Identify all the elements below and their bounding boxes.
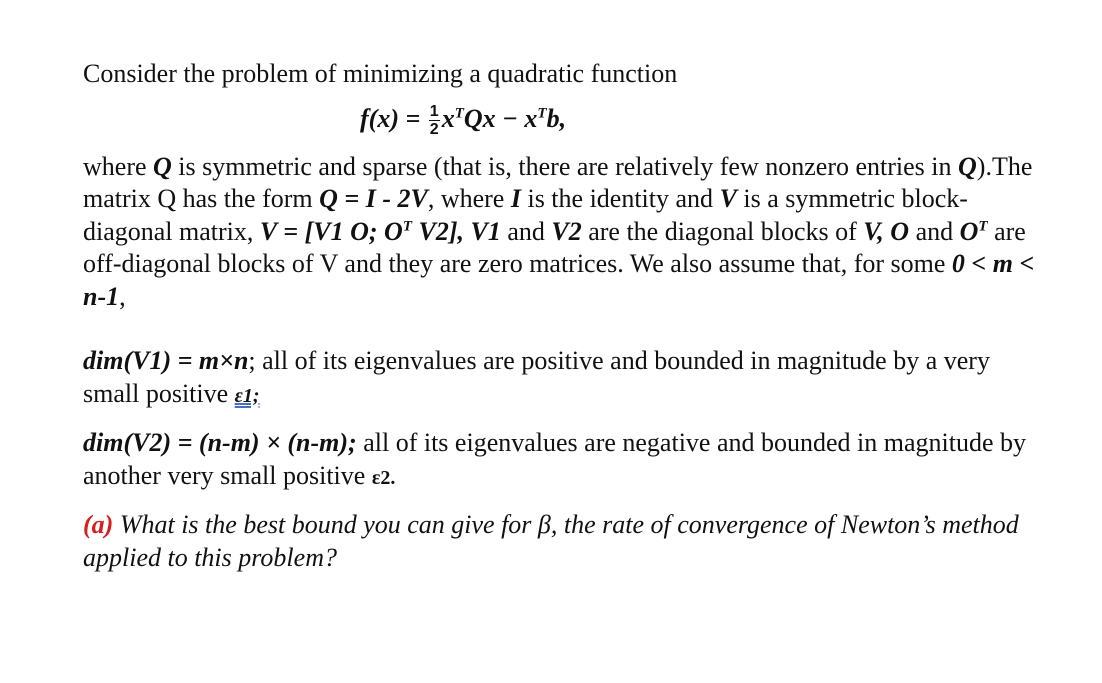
equation-x: x	[441, 103, 455, 133]
text-run: ; all of its eigenvalues are positive and bounded in magnitude by a very small positive	[83, 346, 990, 408]
text-run: all of its eigenvalues are negative and bounded in magnitude by another very small positive	[83, 428, 1027, 490]
question-text: What is the best bound you can give for β, the rate of convergence of Newton’s method applied to this problem?	[83, 510, 1019, 572]
one-half-fraction	[429, 103, 440, 138]
v-definition: V = [V1 O; O	[259, 216, 403, 246]
intro-paragraph: Consider the problem of minimizing a quadratic function	[83, 59, 678, 88]
text-run: is the identity and	[520, 184, 720, 213]
text-run: is a symmetric block-diagonal matrix,	[83, 184, 968, 246]
equation-transpose-1: T	[454, 104, 464, 121]
equation-transpose-2: T	[537, 104, 547, 121]
epsilon-1: ε1;	[234, 384, 260, 407]
q-form-expression: Q = I - 2V	[319, 184, 428, 213]
v-definition-end: V2], V1	[411, 216, 501, 246]
text-run: are the diagonal blocks of	[581, 216, 864, 246]
text-run: ,	[119, 281, 126, 311]
v2-dimension: dim(V2) = (n-m) × (n-m);	[83, 428, 357, 457]
text-run: and	[909, 216, 960, 246]
symbol-v2: V2	[551, 216, 582, 246]
fraction-numerator: 1	[429, 103, 439, 121]
symbol-q: Q	[153, 151, 172, 181]
text-run: , where	[427, 184, 511, 213]
symbol-o: O	[959, 216, 979, 246]
symbol-q: Q	[958, 151, 977, 181]
equation-q-term: Qx − x	[463, 103, 538, 133]
transpose-sup: T	[402, 217, 412, 234]
document-body	[83, 58, 1043, 574]
question-label: (a)	[83, 510, 114, 539]
matrix-description-paragraph	[83, 151, 1043, 314]
v1-dimension-paragraph	[83, 345, 1043, 412]
question-paragraph	[83, 509, 1043, 574]
text-run: are off-diagonal blocks of V and they are zero matrices. We also assume that, for some	[83, 216, 1026, 278]
quadratic-equation	[360, 97, 1043, 141]
symbol-i: I	[510, 184, 521, 213]
equation-lhs: f(x) =	[360, 103, 427, 133]
transpose-sup: T	[978, 217, 988, 234]
symbol-v-o: V, O	[863, 216, 910, 246]
v1-dimension: dim(V1) = m×n	[83, 346, 249, 375]
text-run: is symmetric and sparse (that is, there are relatively few nonzero entries in	[171, 151, 959, 181]
m-range-expression: 0 < m < n-1	[83, 249, 1035, 311]
v2-dimension-paragraph	[83, 427, 1043, 494]
epsilon-2: ε2.	[371, 466, 396, 489]
equation-tail: b,	[546, 103, 567, 133]
symbol-v: V	[719, 184, 737, 213]
text-run: ).The matrix Q has the form	[83, 151, 1033, 213]
fraction-denominator: 2	[429, 121, 439, 139]
text-run: where	[83, 151, 154, 181]
text-run: and	[500, 216, 552, 246]
